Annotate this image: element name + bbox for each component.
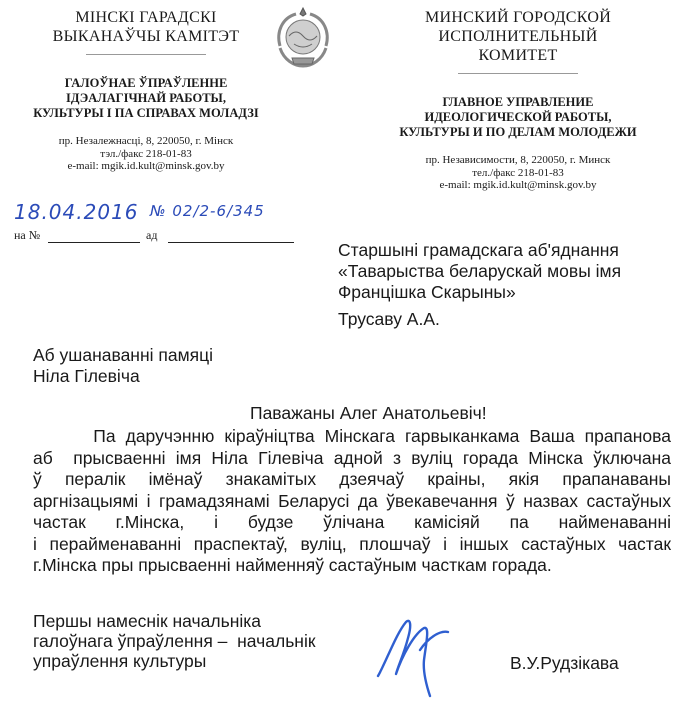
addressee-block [338, 240, 678, 330]
signatory-title-line: Першы намеснік начальніка [33, 611, 262, 631]
org-name-line1: МИНСКИЙ ГОРОДСКОЙ [424, 9, 612, 26]
dept-name-line3: КУЛЬТУРЫ И ПО ДЕЛАМ МОЛОДЕЖИ [399, 125, 637, 139]
state-emblem-icon [272, 6, 334, 70]
addressee-name: Трусаву А.А. [338, 309, 440, 329]
signatory-title [33, 611, 363, 671]
ref-date-line [168, 242, 294, 243]
letter-body [33, 426, 671, 577]
letterhead-divider [458, 73, 578, 74]
salutation: Паважаны Алег Анатольевіч! [250, 403, 487, 423]
subject-line: Аб ушанаванні памяці [33, 345, 214, 365]
signatory-title-line: упраўлення культуры [33, 651, 207, 671]
org-phone: тэл./факс 218-01-83 [100, 147, 192, 160]
org-address: пр. Независимости, 8, 220050, г. Минск [425, 154, 611, 166]
dept-name-line1: ГЛАВНОЕ УПРАВЛЕНИЕ [442, 95, 594, 109]
addressee-line: Францішка Скарыны» [338, 282, 516, 302]
body-line: Па даручэнню кіраўніцтва Мінскага гарвыканкама Ваша прапанова [33, 426, 671, 446]
org-name-line2: ВЫКАНАЎЧЫ КАМІТЭТ [52, 28, 240, 45]
addressee-line: «Таварыства беларускай мовы імя [338, 261, 622, 281]
dept-name-line1: ГАЛОЎНАЕ ЎПРАЎЛЕННЕ [64, 76, 228, 90]
dept-name-line2: ИДЕОЛОГИЧЕСКОЙ РАБОТЫ, [424, 110, 612, 124]
body-line: частак г.Мінска, і будзе ўлічана камісіяй па найменаванні [33, 512, 671, 532]
signatory-title-line: галоўнага ўпраўлення – начальнік [33, 631, 316, 651]
body-line: ў пералік імёнаў знакамітых дзеячаў краіны, якія прапанаваны [33, 469, 671, 489]
letterhead-left [30, 8, 262, 173]
subject-line: Ніла Гілевіча [33, 366, 140, 386]
ref-date-label: ад [146, 228, 158, 242]
handwritten-signature [368, 604, 468, 704]
org-name-line2: ИСПОЛНИТЕЛЬНЫЙ КОМИТЕТ [438, 28, 598, 64]
ref-number-label: на № [14, 228, 41, 242]
dept-name-line2: ІДЭАЛАГІЧНАЙ РАБОТЫ, [66, 91, 226, 105]
org-phone: тел./факс 218-01-83 [472, 166, 564, 179]
ref-number-line [48, 242, 140, 243]
letterhead-right [398, 8, 638, 192]
dept-name-line3: КУЛЬТУРЫ І ПА СПРАВАХ МОЛАДЗІ [33, 106, 259, 120]
handwritten-number: № 02/2-6/345 [150, 202, 265, 220]
letterhead-divider [86, 54, 206, 55]
addressee-line: Старшыні грамадскага аб'яднання [338, 240, 619, 260]
org-email: e-mail: mgik.id.kult@minsk.gov.by [439, 179, 597, 191]
handwritten-date: 18.04.2016 [14, 200, 139, 224]
org-email: e-mail: mgik.id.kult@minsk.gov.by [67, 160, 225, 172]
body-line: і перайменаванні праспектаў, вуліц, плошчаў і іншых састаўных частак [33, 533, 671, 554]
subject-block [33, 345, 313, 387]
org-name-line1: МІНСКІ ГАРАДСКІ [75, 9, 217, 26]
body-line: г.Мінска пры прысваенні найменняў састаўным часткам горада. [33, 555, 552, 575]
org-address: пр. Незалежнасці, 8, 220050, г. Мінск [58, 135, 234, 147]
body-line: аб прысваенні імя Ніла Гілевіча адной з вуліц горада Мінска ўключана [33, 447, 671, 468]
signatory-name: В.У.Рудзікава [510, 653, 619, 673]
body-line: аргнізацыямі і грамадзянамі Беларусі да ўвекавечання ў назвах састаўных [33, 490, 671, 511]
